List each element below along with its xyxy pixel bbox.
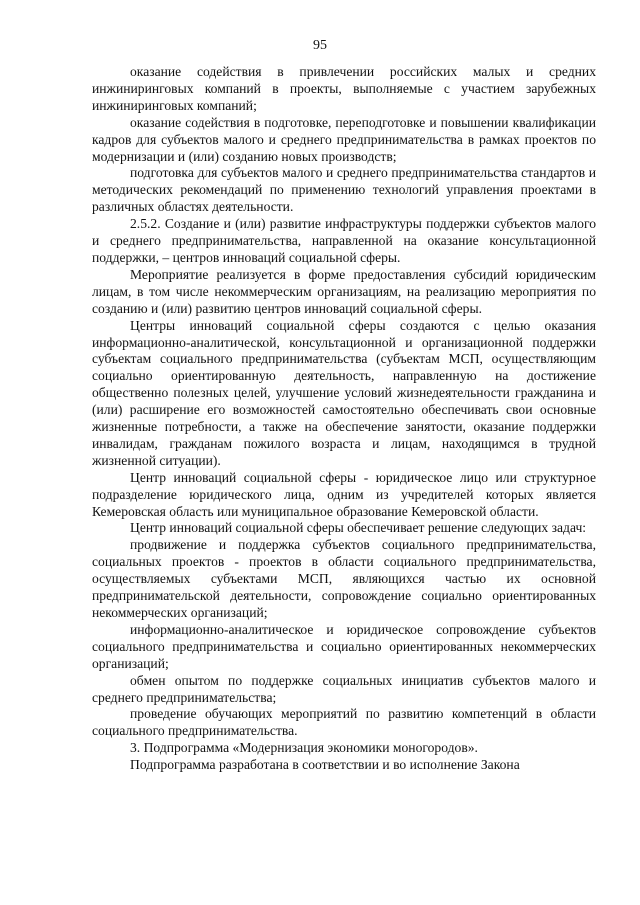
paragraph: Центр инноваций социальной сферы обеспечивает решение следующих задач: (130, 520, 587, 536)
paragraph: оказание содействия в подготовке, переподготовке и повышении квалификации кадров для субъектов малого и среднего предпринимательства в рамках проектов по модернизации и (или) созданию новых производств; (92, 114, 596, 164)
paragraph: Центр инноваций социальной сферы - юридическое лицо или структурное подразделение юридического лица, одним из учредителей которых является Кемеровская область или муниципальное образование Кемеровской области. (92, 469, 596, 519)
paragraph: оказание содействия в привлечении российских малых и средних инжиниринговых компаний в проекты, выполняемые с участием зарубежных инжиниринговых компаний; (92, 64, 596, 113)
subprogram-heading: 3. Подпрограмма «Модернизация экономики моногородов». (130, 740, 478, 756)
document-body (92, 64, 596, 774)
paragraph: Центры инноваций социальной сферы создаются с целью оказания информационно-аналитической, консультационной и организационной поддержки субъектам социального предпринимательства (субъектам МСП, осуществляющим социально ориентированную деятельность, направленную на достижение общественно полезных целей, улучшение условий жизнедеятельности гражданина и (или) расширение его возможностей самостоятельно обеспечивать свои основные жизненные потребности, а также на обеспечение занятости, оказание поддержки инвалидам, гражданам пожилого возраста и лицам, находящимся в трудной жизненной ситуации). (92, 317, 596, 468)
paragraph: Мероприятие реализуется в форме предоставления субсидий юридическим лицам, в том числе некоммерческим организациям, на реализацию мероприятия по созданию и (или) развитию центров инноваций социальной сферы. (92, 266, 596, 316)
list-item: продвижение и поддержка субъектов социального предпринимательства, социальных проектов - проектов в области социального предпринимательства, осуществляемых субъектами МСП, являющихся частью их основной предпринимательской деятельности, сопровождение социально ориентированных некоммерческих организаций; (92, 537, 596, 620)
section-heading-2-5-2: 2.5.2. Создание и (или) развитие инфраструктуры поддержки субъектов малого и среднего предпринимательства, направленной на оказание консультационной поддержки, – центров инноваций социальной сферы. (92, 216, 596, 265)
paragraph: Подпрограмма разработана в соответствии и во исполнение Закона (130, 757, 520, 773)
page-number: 95 (313, 38, 327, 53)
list-item: информационно-аналитическое и юридическое сопровождение субъектов социального предпринимательства и социально ориентированных некоммерческих организаций; (92, 621, 596, 671)
list-item: проведение обучающих мероприятий по развитию компетенций в области социального предпринимательства. (92, 706, 596, 739)
list-item: обмен опытом по поддержке социальных инициатив субъектов малого и среднего предпринимательства; (92, 672, 596, 705)
paragraph: подготовка для субъектов малого и среднего предпринимательства стандартов и методических рекомендаций по применению технологий управления проектами в различных областях деятельности. (92, 165, 596, 215)
